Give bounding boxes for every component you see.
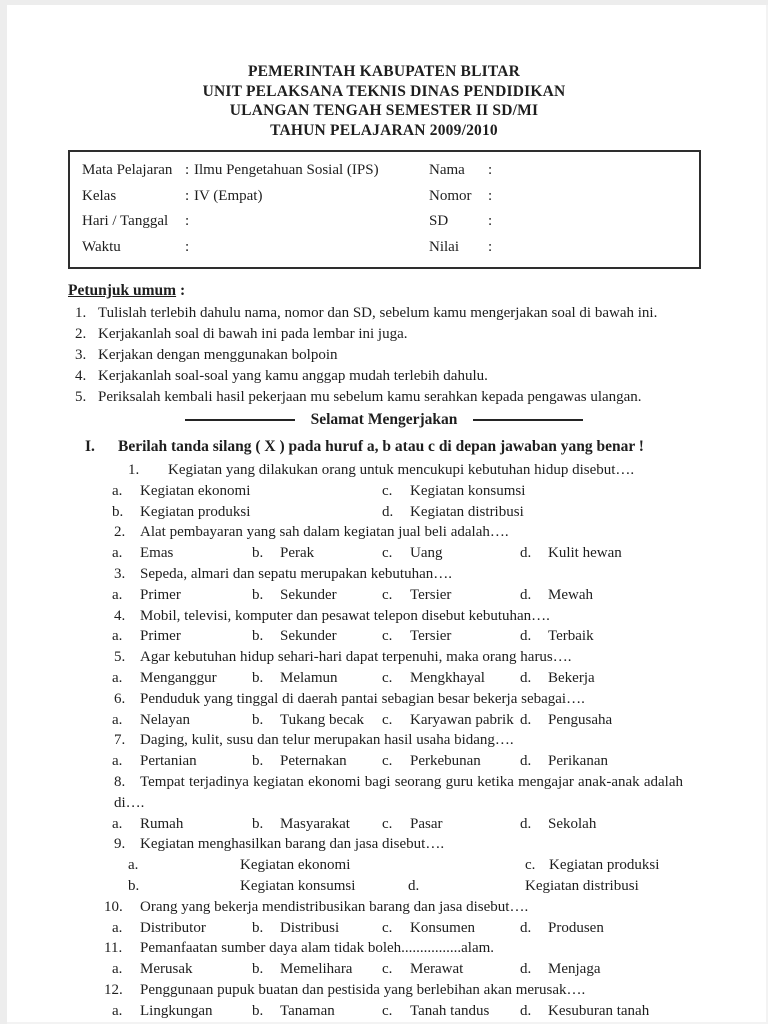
option-text: Lingkungan bbox=[140, 1002, 213, 1019]
option bbox=[252, 710, 364, 731]
info-right-label: Nama bbox=[429, 162, 465, 179]
option-letter: b. bbox=[252, 919, 264, 936]
instructions-heading-colon: : bbox=[176, 282, 186, 299]
option-letter: b. bbox=[252, 753, 264, 770]
option-row bbox=[112, 668, 683, 689]
question-text: Penggunaan pupuk buatan dan pestisida yang berlebihan akan merusak…. bbox=[140, 981, 586, 998]
question-block bbox=[112, 689, 683, 731]
option-letter: c. bbox=[382, 482, 393, 499]
option-text: Peternakan bbox=[280, 753, 347, 770]
question-block bbox=[104, 897, 683, 939]
option-row bbox=[112, 751, 683, 772]
option-text: Menganggur bbox=[140, 669, 217, 686]
instructions-heading bbox=[68, 280, 768, 301]
option-text: Kegiatan konsumsi bbox=[410, 482, 526, 499]
question-number: 3. bbox=[114, 565, 126, 582]
instruction-text: Periksalah kembali hasil pekerjaan mu sebelum kamu serahkan kepada pengawas ulangan. bbox=[98, 389, 642, 405]
question-number: 12. bbox=[104, 981, 123, 998]
option-row bbox=[112, 502, 683, 523]
option bbox=[382, 751, 481, 772]
question-line bbox=[112, 689, 683, 710]
question-list bbox=[104, 460, 683, 1022]
question-block bbox=[112, 647, 683, 689]
info-row bbox=[82, 158, 699, 184]
option-text: Kulit hewan bbox=[548, 545, 622, 562]
option-letter: a. bbox=[112, 919, 123, 936]
option-text: Mengkhayal bbox=[410, 669, 485, 686]
option-text: Merusak bbox=[140, 961, 193, 978]
option bbox=[112, 814, 183, 835]
option bbox=[520, 585, 593, 606]
instruction-item bbox=[75, 387, 768, 408]
option-letter: b. bbox=[112, 503, 124, 520]
option-row bbox=[112, 855, 683, 876]
option-letter: d. bbox=[520, 1002, 532, 1019]
info-right-label: Nilai bbox=[429, 238, 459, 255]
question-line bbox=[104, 897, 683, 918]
instruction-number: 1. bbox=[75, 305, 87, 321]
question-text: Orang yang bekerja mendistribusikan barang dan jasa disebut…. bbox=[140, 898, 529, 915]
option-text: Sekunder bbox=[280, 586, 337, 603]
option-letter: c. bbox=[382, 1002, 393, 1019]
option-letter: b. bbox=[252, 586, 264, 603]
option-letter: d. bbox=[408, 877, 420, 894]
question-number: 4. bbox=[114, 607, 126, 624]
option-letter: d. bbox=[520, 628, 532, 645]
question-number: 10. bbox=[104, 898, 123, 915]
option bbox=[112, 543, 173, 564]
option bbox=[382, 814, 443, 835]
info-colon: : bbox=[488, 187, 493, 204]
question-block bbox=[112, 564, 683, 606]
option-letter: a. bbox=[128, 857, 139, 874]
question-block bbox=[104, 938, 683, 980]
option-letter: d. bbox=[520, 815, 532, 832]
divider-line-left bbox=[185, 419, 295, 421]
option bbox=[382, 710, 514, 731]
option-text: Tersier bbox=[410, 628, 452, 645]
option bbox=[520, 626, 594, 647]
instruction-item bbox=[75, 345, 768, 366]
option bbox=[520, 710, 612, 731]
option-row bbox=[112, 481, 683, 502]
option bbox=[112, 502, 250, 523]
divider-text: Selamat Mengerjakan bbox=[310, 411, 458, 428]
info-colon: : bbox=[185, 162, 190, 179]
option-text: Masyarakat bbox=[280, 815, 350, 832]
option bbox=[112, 751, 197, 772]
option bbox=[382, 1001, 489, 1022]
option-text: Kesuburan tanah bbox=[548, 1002, 650, 1019]
option bbox=[252, 751, 347, 772]
question-text: Penduduk yang tinggal di daerah pantai sebagian besar bekerja sebagai…. bbox=[140, 690, 585, 707]
info-right-label: Nomor bbox=[429, 187, 472, 204]
instruction-text: Kerjakan dengan menggunakan bolpoin bbox=[98, 347, 338, 363]
option-text: Nelayan bbox=[140, 711, 190, 728]
option-letter: c. bbox=[382, 628, 393, 645]
question-number: 9. bbox=[114, 836, 126, 853]
question-text-continued: di…. bbox=[114, 794, 145, 811]
option-letter: b. bbox=[252, 711, 264, 728]
instructions-list bbox=[75, 303, 768, 408]
question-line bbox=[112, 834, 683, 855]
question-line bbox=[112, 647, 683, 668]
question-block bbox=[112, 460, 683, 522]
info-left-label: Kelas bbox=[82, 187, 117, 204]
instruction-item bbox=[75, 324, 768, 345]
document-header bbox=[0, 0, 768, 140]
instruction-item bbox=[75, 366, 768, 387]
option-row bbox=[112, 876, 683, 897]
option-letter: b. bbox=[128, 877, 140, 894]
info-left-value: IV (Empat) bbox=[194, 187, 263, 204]
option-text: Kegiatan ekonomi bbox=[240, 857, 351, 874]
option bbox=[520, 918, 604, 939]
option-text: Tersier bbox=[410, 586, 452, 603]
question-text: Tempat terjadinya kegiatan ekonomi bagi seorang guru ketika mengajar anak-anak adalah bbox=[140, 773, 683, 790]
option-text: Menjaga bbox=[548, 961, 601, 978]
instruction-number: 2. bbox=[75, 326, 87, 342]
question-line bbox=[104, 980, 683, 1001]
instruction-number: 5. bbox=[75, 389, 87, 405]
question-line bbox=[112, 460, 683, 481]
question-block bbox=[112, 522, 683, 564]
option-letter: c. bbox=[525, 857, 536, 874]
option-text: Melamun bbox=[280, 669, 338, 686]
instructions-heading-text: Petunjuk umum bbox=[68, 282, 177, 299]
instruction-text: Kerjakanlah soal di bawah ini pada lembar ini juga. bbox=[98, 326, 408, 342]
question-number: 6. bbox=[114, 690, 126, 707]
info-right-label: SD bbox=[429, 213, 449, 230]
question-block bbox=[112, 730, 683, 772]
question-line bbox=[112, 522, 683, 543]
option-text: Primer bbox=[140, 628, 181, 645]
option bbox=[382, 502, 524, 523]
instruction-item bbox=[75, 303, 768, 324]
option-text: Konsumen bbox=[410, 919, 475, 936]
good-luck-divider bbox=[0, 410, 768, 430]
question-line bbox=[112, 730, 683, 751]
option-text: Kegiatan produksi bbox=[549, 857, 660, 874]
option bbox=[112, 481, 250, 502]
option-letter: a. bbox=[112, 628, 123, 645]
option-row bbox=[112, 959, 683, 980]
divider-line-right bbox=[473, 419, 583, 421]
option-text: Kegiatan ekonomi bbox=[140, 482, 251, 499]
info-row bbox=[82, 209, 699, 235]
option-text: Rumah bbox=[140, 815, 184, 832]
option bbox=[252, 814, 350, 835]
question-block bbox=[104, 980, 683, 1022]
option-text: Terbaik bbox=[548, 628, 594, 645]
question-line bbox=[112, 606, 683, 627]
option bbox=[520, 668, 595, 689]
question-block bbox=[112, 772, 683, 834]
option-row bbox=[112, 1001, 683, 1022]
option-letter: d. bbox=[520, 753, 532, 770]
instruction-number: 4. bbox=[75, 368, 87, 384]
header-line-1: PEMERINTAH KABUPATEN BLITAR bbox=[247, 63, 521, 80]
option-text: Kegiatan produksi bbox=[140, 503, 251, 520]
option-text: Perak bbox=[280, 545, 315, 562]
option bbox=[252, 668, 338, 689]
section-heading bbox=[85, 436, 685, 457]
info-left-value: Ilmu Pengetahuan Sosial (IPS) bbox=[194, 162, 379, 179]
option bbox=[382, 543, 443, 564]
instruction-text: Kerjakanlah soal-soal yang kamu anggap mudah terlebih dahulu. bbox=[98, 368, 488, 384]
header-line-3: ULANGAN TENGAH SEMESTER II SD/MI bbox=[229, 102, 539, 119]
info-colon: : bbox=[488, 162, 493, 179]
option-text: Uang bbox=[410, 545, 443, 562]
question-text: Pemanfaatan sumber daya alam tidak boleh................alam. bbox=[140, 940, 495, 957]
option-text: Perikanan bbox=[548, 753, 608, 770]
option-letter: b. bbox=[252, 1002, 264, 1019]
option bbox=[252, 543, 314, 564]
option bbox=[252, 1001, 335, 1022]
option bbox=[382, 668, 485, 689]
question-block bbox=[112, 834, 683, 896]
option bbox=[112, 626, 181, 647]
option-text: Kegiatan distribusi bbox=[410, 503, 524, 520]
instruction-text: Tulislah terlebih dahulu nama, nomor dan SD, sebelum kamu mengerjakan soal di bawah ini. bbox=[98, 305, 658, 321]
question-text: Sepeda, almari dan sepatu merupakan kebutuhan…. bbox=[140, 565, 452, 582]
option-text: Pengusaha bbox=[548, 711, 613, 728]
option bbox=[520, 959, 600, 980]
option bbox=[252, 959, 352, 980]
option-letter: b. bbox=[252, 961, 264, 978]
option-letter: c. bbox=[382, 669, 393, 686]
option-letter: c. bbox=[382, 815, 393, 832]
option-letter: b. bbox=[252, 815, 264, 832]
info-box bbox=[68, 150, 701, 269]
option-letter: d. bbox=[520, 669, 532, 686]
option bbox=[520, 751, 608, 772]
option-letter: d. bbox=[520, 711, 532, 728]
question-text: Agar kebutuhan hidup sehari-hari dapat terpenuhi, maka orang harus…. bbox=[140, 649, 572, 666]
option-text: Perkebunan bbox=[410, 753, 481, 770]
option bbox=[382, 481, 525, 502]
info-left-label: Waktu bbox=[82, 238, 121, 255]
question-number: 8. bbox=[114, 773, 126, 790]
option-text: Kegiatan distribusi bbox=[525, 877, 639, 894]
option-letter: c. bbox=[382, 753, 393, 770]
option-letter: a. bbox=[112, 961, 123, 978]
option bbox=[112, 710, 190, 731]
question-number: 2. bbox=[114, 524, 126, 541]
info-row bbox=[82, 184, 699, 210]
question-number: 1. bbox=[128, 462, 140, 478]
option-text: Memelihara bbox=[280, 961, 353, 978]
question-line bbox=[112, 772, 683, 814]
option-letter: a. bbox=[112, 1002, 123, 1019]
option bbox=[112, 918, 206, 939]
option-text: Distribusi bbox=[280, 919, 340, 936]
info-left-label: Mata Pelajaran bbox=[82, 162, 173, 179]
section-title: Berilah tanda silang ( X ) pada huruf a, b atau c di depan jawaban yang benar ! bbox=[118, 438, 644, 455]
option-text: Merawat bbox=[410, 961, 464, 978]
option bbox=[520, 1001, 649, 1022]
option bbox=[112, 1001, 213, 1022]
question-text: Kegiatan menghasilkan barang dan jasa disebut…. bbox=[140, 836, 445, 853]
option-text: Sekolah bbox=[548, 815, 597, 832]
option-letter: a. bbox=[112, 669, 123, 686]
option-letter: c. bbox=[382, 711, 393, 728]
header-line-2: UNIT PELAKSANA TEKNIS DINAS PENDIDIKAN bbox=[202, 82, 566, 100]
option-letter: a. bbox=[112, 545, 123, 562]
info-colon: : bbox=[488, 238, 493, 255]
option bbox=[520, 543, 622, 564]
option-letter: d. bbox=[520, 961, 532, 978]
question-text: Daging, kulit, susu dan telur merupakan hasil usaha bidang…. bbox=[140, 732, 514, 749]
option bbox=[382, 918, 475, 939]
option-text: Sekunder bbox=[280, 628, 337, 645]
question-text: Alat pembayaran yang sah dalam kegiatan jual beli adalah…. bbox=[140, 524, 509, 541]
option-row bbox=[112, 585, 683, 606]
option bbox=[112, 585, 181, 606]
info-colon: : bbox=[185, 213, 190, 230]
option-text: Distributor bbox=[140, 919, 206, 936]
option-letter: a. bbox=[112, 815, 123, 832]
option bbox=[112, 959, 193, 980]
header-line-4: TAHUN PELAJARAN 2009/2010 bbox=[270, 121, 498, 139]
option-letter: b. bbox=[252, 669, 264, 686]
option-letter: b. bbox=[252, 545, 264, 562]
option bbox=[252, 585, 337, 606]
question-block bbox=[112, 606, 683, 648]
option-letter: c. bbox=[382, 586, 393, 603]
option-text: Tanah tandus bbox=[410, 1002, 490, 1019]
option-row bbox=[112, 543, 683, 564]
option-letter: c. bbox=[382, 919, 393, 936]
option bbox=[382, 959, 463, 980]
option-letter: d. bbox=[520, 545, 532, 562]
option-text: Emas bbox=[140, 545, 174, 562]
option-row bbox=[112, 626, 683, 647]
option-letter: d. bbox=[382, 503, 394, 520]
info-colon: : bbox=[488, 213, 493, 230]
option-letter: a. bbox=[112, 711, 123, 728]
option bbox=[382, 626, 451, 647]
instruction-number: 3. bbox=[75, 347, 87, 363]
option-text: Primer bbox=[140, 586, 181, 603]
option-text: Tanaman bbox=[280, 1002, 335, 1019]
info-colon: : bbox=[185, 187, 190, 204]
option-text: Produsen bbox=[548, 919, 604, 936]
option-row bbox=[112, 918, 683, 939]
option bbox=[382, 585, 451, 606]
option bbox=[520, 814, 596, 835]
question-number: 11. bbox=[104, 940, 123, 957]
option-letter: a. bbox=[112, 586, 123, 603]
option-text: Karyawan pabrik bbox=[410, 711, 514, 728]
option-letter: b. bbox=[252, 628, 264, 645]
option bbox=[112, 668, 217, 689]
info-left-label: Hari / Tanggal bbox=[82, 213, 169, 230]
option-text: Pertanian bbox=[140, 753, 197, 770]
option-letter: a. bbox=[112, 482, 123, 499]
option bbox=[252, 626, 337, 647]
option-row bbox=[112, 710, 683, 731]
option-text: Mewah bbox=[548, 586, 593, 603]
question-text: Mobil, televisi, komputer dan pesawat telepon disebut kebutuhan…. bbox=[140, 607, 550, 624]
option bbox=[252, 918, 339, 939]
question-number: 7. bbox=[114, 732, 126, 749]
info-colon: : bbox=[185, 238, 190, 255]
question-text: Kegiatan yang dilakukan orang untuk mencukupi kebutuhan hidup disebut…. bbox=[168, 462, 635, 478]
option-letter: a. bbox=[112, 753, 123, 770]
question-number: 5. bbox=[114, 649, 126, 666]
question-line bbox=[112, 564, 683, 585]
option-letter: d. bbox=[520, 586, 532, 603]
option-text: Tukang becak bbox=[280, 711, 365, 728]
option-letter: c. bbox=[382, 545, 393, 562]
option-text: Kegiatan konsumsi bbox=[240, 877, 356, 894]
question-line bbox=[104, 938, 683, 959]
info-row bbox=[82, 235, 699, 261]
option-text: Bekerja bbox=[548, 669, 595, 686]
option-letter: c. bbox=[382, 961, 393, 978]
option-row bbox=[112, 814, 683, 835]
section-numeral: I. bbox=[85, 438, 95, 455]
option-text: Pasar bbox=[410, 815, 443, 832]
option-letter: d. bbox=[520, 919, 532, 936]
